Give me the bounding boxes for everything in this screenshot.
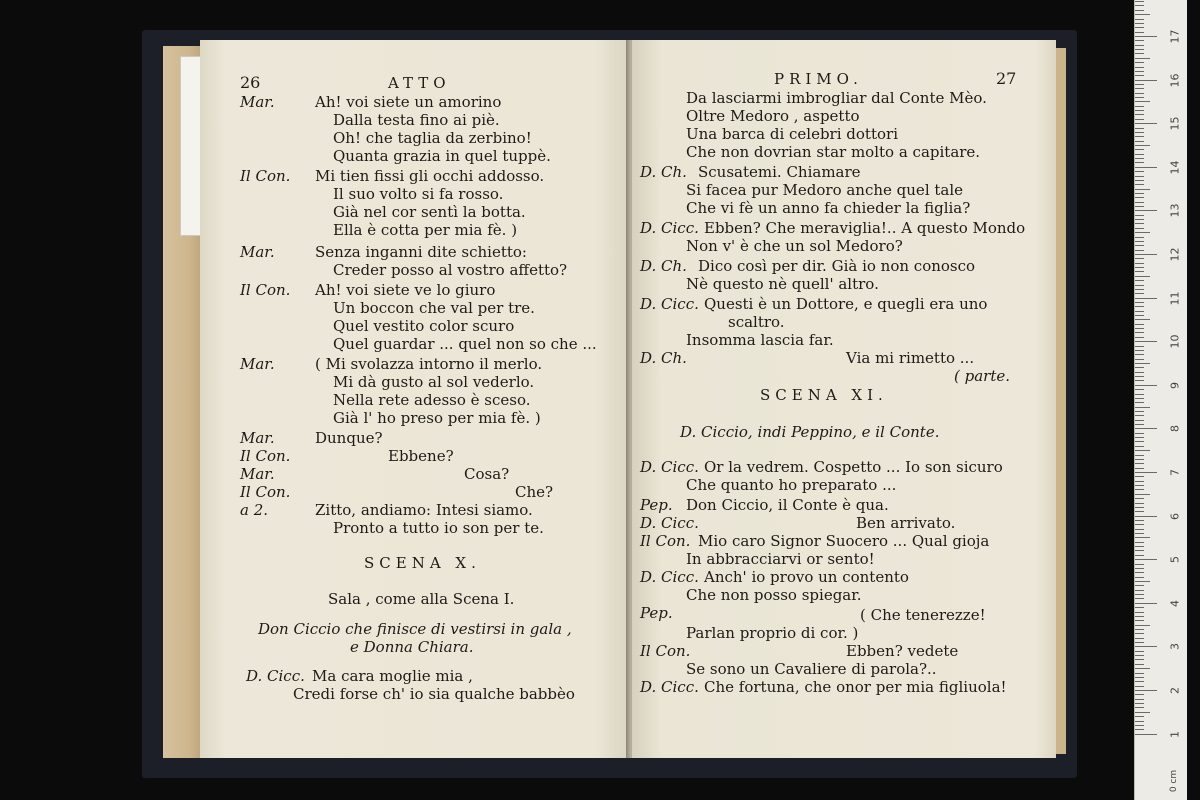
ruler-tick <box>1135 193 1144 194</box>
ruler-tick <box>1135 176 1144 177</box>
speaker-label: D. Cicc. <box>640 514 699 532</box>
ruler-tick <box>1135 424 1144 425</box>
verse-line: Oh! che taglia da zerbino! <box>333 129 532 147</box>
ruler-tick <box>1135 428 1157 429</box>
ruler-tick <box>1135 638 1144 639</box>
ruler-tick <box>1135 703 1144 704</box>
ruler-tick <box>1135 136 1144 137</box>
verse-line: Scusatemi. Chiamare <box>698 163 861 181</box>
verse-line: Che? <box>515 483 554 501</box>
ruler-tick <box>1135 659 1144 660</box>
verse-line: Creder posso al vostro affetto? <box>333 261 568 279</box>
ruler-tick <box>1135 529 1144 530</box>
verse-line: Già l' ho preso per mia fè. ) <box>333 409 541 427</box>
stage-direction: Don Ciccio che finisce di vestirsi in gala , <box>258 620 572 638</box>
ruler-tick <box>1135 411 1144 412</box>
ruler-tick <box>1135 23 1144 24</box>
speaker-label: Mar. <box>240 93 275 111</box>
speaker-label: D. Ch. <box>640 163 687 181</box>
ruler-number: 12 <box>1168 247 1182 262</box>
speaker-label: Il Con. <box>240 447 291 465</box>
ruler-tick <box>1135 511 1144 512</box>
ruler-tick <box>1135 380 1144 381</box>
ruler-tick <box>1135 633 1144 634</box>
ruler-tick <box>1135 341 1157 342</box>
verse-line: Che quanto ho preparato ... <box>686 476 897 494</box>
ruler-tick <box>1135 106 1144 107</box>
ruler-tick <box>1135 311 1144 312</box>
ruler-unit-label: 0 cm <box>1169 769 1180 793</box>
ruler-tick <box>1135 250 1144 251</box>
ruler-tick <box>1135 507 1144 508</box>
ruler-tick <box>1135 398 1144 399</box>
verse-line: Parlan proprio di cor. ) <box>686 624 859 642</box>
ruler-tick <box>1135 668 1150 669</box>
ruler-tick <box>1135 58 1150 59</box>
ruler-tick <box>1135 328 1144 329</box>
left-running-header: ATTO <box>388 74 451 92</box>
verse-line: Se sono un Cavaliere di parola?.. <box>686 660 937 678</box>
ruler-tick <box>1135 559 1157 560</box>
ruler-tick <box>1135 568 1144 569</box>
ruler-number: 14 <box>1168 160 1182 175</box>
verse-line: Ben arrivato. <box>856 514 956 532</box>
verse-line: Zitto, andiamo: Intesi siamo. <box>315 501 533 519</box>
verse-line: In abbracciarvi or sento! <box>686 550 875 568</box>
ruler-tick <box>1135 629 1144 630</box>
ruler-tick <box>1135 97 1144 98</box>
ruler-tick <box>1135 716 1144 717</box>
ruler-tick <box>1135 664 1144 665</box>
stage-direction: e Donna Chiara. <box>350 638 474 656</box>
ruler-tick <box>1135 581 1150 582</box>
ruler-tick <box>1135 62 1144 63</box>
verse-line: Anch' io provo un contento <box>704 568 909 586</box>
ruler-tick <box>1135 494 1150 495</box>
ruler-tick <box>1135 215 1144 216</box>
speaker-label: Mar. <box>240 465 275 483</box>
ruler-tick <box>1135 498 1144 499</box>
ruler-tick <box>1135 189 1150 190</box>
ruler-tick <box>1135 577 1144 578</box>
verse-line: Ah! voi siete un amorino <box>315 93 502 111</box>
ruler-tick <box>1135 289 1144 290</box>
ruler-tick <box>1135 71 1144 72</box>
ruler-number: 17 <box>1168 29 1182 44</box>
measuring-ruler <box>1134 0 1187 800</box>
verse-line: Che non posso spiegar. <box>686 586 862 604</box>
ruler-tick <box>1135 712 1150 713</box>
ruler-number: 13 <box>1168 203 1182 218</box>
ruler-tick <box>1135 245 1144 246</box>
speaker-label: D. Cicc. <box>640 458 699 476</box>
speaker-label: Mar. <box>240 243 275 261</box>
ruler-tick <box>1135 19 1144 20</box>
ruler-tick <box>1135 232 1150 233</box>
ruler-tick <box>1135 141 1144 142</box>
ruler-number: 10 <box>1168 334 1182 349</box>
ruler-tick <box>1135 36 1157 37</box>
ruler-tick <box>1135 241 1144 242</box>
verse-line: Nella rete adesso è sceso. <box>333 391 531 409</box>
verse-line: Da lasciarmi imbrogliar dal Conte Mèo. <box>686 89 987 107</box>
ruler-number: 11 <box>1168 291 1182 306</box>
scene-title: SCENA X. <box>364 554 481 572</box>
ruler-tick <box>1135 385 1157 386</box>
ruler-tick <box>1135 237 1144 238</box>
speaker-label: Il Con. <box>240 483 291 501</box>
speaker-label: D. Ch. <box>640 257 687 275</box>
ruler-tick <box>1135 206 1144 207</box>
ruler-tick <box>1135 271 1144 272</box>
ruler-tick <box>1135 154 1144 155</box>
ruler-tick <box>1135 446 1144 447</box>
ruler-tick <box>1135 162 1144 163</box>
verse-line: scaltro. <box>728 313 785 331</box>
ruler-tick <box>1135 485 1144 486</box>
verse-line: Quel vestito color scuro <box>333 317 515 335</box>
ruler-number: 2 <box>1168 687 1182 694</box>
ruler-tick <box>1135 729 1144 730</box>
left-page-number: 26 <box>240 73 261 92</box>
verse-line: Non v' è che un sol Medoro? <box>686 237 903 255</box>
ruler-tick <box>1135 564 1144 565</box>
ruler-tick <box>1135 694 1144 695</box>
ruler-tick <box>1135 263 1144 264</box>
ruler-number: 15 <box>1168 116 1182 131</box>
left-page <box>200 40 630 758</box>
verse-line: ( Che tenerezze! <box>860 606 986 624</box>
verse-line: Ah! voi siete ve lo giuro <box>315 281 496 299</box>
verse-line: Una barca di celebri dottori <box>686 125 898 143</box>
ruler-tick <box>1135 14 1150 15</box>
ruler-tick <box>1135 10 1144 11</box>
verse-line: Senza inganni dite schietto: <box>315 243 527 261</box>
ruler-tick <box>1135 167 1157 168</box>
ruler-tick <box>1135 459 1144 460</box>
speaker-label: D. Cicc. <box>640 678 699 696</box>
ruler-tick <box>1135 542 1144 543</box>
ruler-tick <box>1135 123 1157 124</box>
ruler-number: 5 <box>1168 556 1182 564</box>
verse-line: Don Ciccio, il Conte è qua. <box>686 496 889 514</box>
ruler-tick <box>1135 450 1150 451</box>
ruler-tick <box>1135 707 1144 708</box>
ruler-tick <box>1135 389 1144 390</box>
ruler-number: 16 <box>1168 73 1182 88</box>
verse-line: Mi tien fissi gli occhi addosso. <box>315 167 545 185</box>
ruler-tick <box>1135 280 1144 281</box>
ruler-tick <box>1135 267 1144 268</box>
ruler-tick <box>1135 673 1144 674</box>
ruler-tick <box>1135 503 1144 504</box>
ruler-number: 3 <box>1168 643 1182 651</box>
ruler-number: 9 <box>1168 381 1182 389</box>
verse-line: ( Mi svolazza intorno il merlo. <box>315 355 543 373</box>
ruler-tick <box>1135 420 1144 421</box>
verse-line: Ebben? vedete <box>846 642 959 660</box>
ruler-tick <box>1135 468 1144 469</box>
ruler-tick <box>1135 210 1157 211</box>
ruler-tick <box>1135 699 1144 700</box>
ruler-tick <box>1135 455 1144 456</box>
stage-exit: ( parte. <box>954 367 1011 385</box>
speaker-label: D. Cicc. <box>640 295 699 313</box>
ruler-tick <box>1135 285 1144 286</box>
ruler-tick <box>1135 114 1144 115</box>
ruler-tick <box>1135 472 1157 473</box>
ruler-tick <box>1135 202 1144 203</box>
verse-line: Dico così per dir. Già io non conosco <box>698 257 976 275</box>
ruler-tick <box>1135 149 1144 150</box>
ruler-tick <box>1135 158 1144 159</box>
ruler-tick <box>1135 332 1144 333</box>
ruler-tick <box>1135 315 1144 316</box>
verse-line: Quel guardar ... quel non so che ... <box>333 335 597 353</box>
verse-line: Il suo volto si fa rosso. <box>333 185 504 203</box>
scene-setting: Sala , come alla Scena I. <box>328 590 515 608</box>
ruler-tick <box>1135 45 1144 46</box>
ruler-tick <box>1135 603 1157 604</box>
scene-title: SCENA XI. <box>760 386 888 404</box>
speaker-label: Il Con. <box>240 167 291 185</box>
ruler-tick <box>1135 625 1150 626</box>
ruler-tick <box>1135 88 1144 89</box>
verse-line: Ebben? Che meraviglia!.. A questo Mondo <box>704 219 1026 237</box>
ruler-tick <box>1135 5 1144 6</box>
verse-line: Dunque? <box>315 429 383 447</box>
ruler-tick <box>1135 184 1144 185</box>
ruler-tick <box>1135 642 1144 643</box>
ruler-tick <box>1135 524 1144 525</box>
ruler-tick <box>1135 537 1150 538</box>
ruler-number: 1 <box>1168 730 1182 738</box>
ruler-tick <box>1135 67 1144 68</box>
ruler-tick <box>1135 407 1150 408</box>
ruler-tick <box>1135 677 1144 678</box>
ruler-tick <box>1135 363 1150 364</box>
ruler-tick <box>1135 53 1144 54</box>
ruler-number: 7 <box>1168 469 1182 476</box>
verse-line: Insomma lascia far. <box>686 331 834 349</box>
ruler-tick <box>1135 319 1150 320</box>
ruler-tick <box>1135 359 1144 360</box>
verse-line: Mi dà gusto al sol vederlo. <box>333 373 535 391</box>
ruler-tick <box>1135 306 1144 307</box>
ruler-tick <box>1135 228 1144 229</box>
ruler-tick <box>1135 324 1144 325</box>
ruler-tick <box>1135 84 1144 85</box>
ruler-tick <box>1135 219 1144 220</box>
ruler-tick <box>1135 276 1150 277</box>
ruler-tick <box>1135 725 1144 726</box>
ruler-tick <box>1135 734 1157 735</box>
ruler-tick <box>1135 481 1144 482</box>
ruler-tick <box>1135 550 1144 551</box>
ruler-tick <box>1135 145 1150 146</box>
ruler-tick <box>1135 690 1157 691</box>
ruler-tick <box>1135 402 1144 403</box>
speaker-label: Mar. <box>240 429 275 447</box>
verse-line: Che vi fè un anno fa chieder la figlia? <box>686 199 971 217</box>
ruler-tick <box>1135 93 1144 94</box>
verse-line: Si facea pur Medoro anche quel tale <box>686 181 964 199</box>
speaker-label: Pep. <box>640 496 673 514</box>
ruler-tick <box>1135 258 1144 259</box>
speaker-label: Pep. <box>640 604 673 622</box>
ruler-tick <box>1135 646 1157 647</box>
ruler-tick <box>1135 128 1144 129</box>
ruler-tick <box>1135 293 1144 294</box>
ruler-tick <box>1135 441 1144 442</box>
ruler-tick <box>1135 254 1157 255</box>
verse-line: Quanta grazia in quel tuppè. <box>333 147 551 165</box>
ruler-tick <box>1135 75 1144 76</box>
verse-line: Che fortuna, che onor per mia figliuola! <box>704 678 1007 696</box>
speaker-label: Mar. <box>240 355 275 373</box>
verse-line: Via mi rimetto ... <box>846 349 975 367</box>
ruler-tick <box>1135 302 1144 303</box>
verse-line: Dalla testa fino ai piè. <box>333 111 500 129</box>
ruler-tick <box>1135 686 1144 687</box>
speaker-label: D. Cicc. <box>246 667 305 685</box>
ruler-number: 6 <box>1168 512 1182 520</box>
ruler-tick <box>1135 555 1144 556</box>
ruler-tick <box>1135 40 1144 41</box>
ruler-tick <box>1135 489 1144 490</box>
ruler-tick <box>1135 110 1144 111</box>
ruler-tick <box>1135 132 1144 133</box>
ruler-tick <box>1135 437 1144 438</box>
ruler-tick <box>1135 585 1144 586</box>
ruler-tick <box>1135 520 1144 521</box>
speaker-label: Il Con. <box>640 642 691 660</box>
ruler-tick <box>1135 572 1144 573</box>
ruler-tick <box>1135 354 1144 355</box>
verse-line: Pronto a tutto io son per te. <box>333 519 544 537</box>
ruler-tick <box>1135 463 1144 464</box>
ruler-tick <box>1135 721 1144 722</box>
verse-line: Oltre Medoro , aspetto <box>686 107 860 125</box>
verse-line: Ella è cotta per mia fè. ) <box>333 221 518 239</box>
speaker-label: D. Cicc. <box>640 568 699 586</box>
ruler-tick <box>1135 376 1144 377</box>
speaker-label: Il Con. <box>640 532 691 550</box>
ruler-tick <box>1135 223 1144 224</box>
verse-line: Questi è un Dottore, e quegli era uno <box>704 295 988 313</box>
ruler-tick <box>1135 1 1144 2</box>
speaker-label: a 2. <box>240 501 269 519</box>
ruler-tick <box>1135 197 1144 198</box>
speaker-label: D. Ch. <box>640 349 687 367</box>
verse-line: Or la vedrem. Cospetto ... Io son sicuro <box>704 458 1003 476</box>
ruler-tick <box>1135 32 1144 33</box>
ruler-tick <box>1135 598 1144 599</box>
ruler-tick <box>1135 367 1144 368</box>
ruler-tick <box>1135 101 1150 102</box>
right-page <box>632 40 1056 758</box>
ruler-tick <box>1135 49 1144 50</box>
ruler-tick <box>1135 171 1144 172</box>
ruler-tick <box>1135 612 1144 613</box>
ruler-tick <box>1135 394 1144 395</box>
ruler-number: 4 <box>1168 599 1182 607</box>
ruler-tick <box>1135 655 1144 656</box>
ruler-tick <box>1135 594 1144 595</box>
ruler-number: 8 <box>1168 425 1182 433</box>
stage-direction: D. Ciccio, indi Peppino, e il Conte. <box>680 423 940 441</box>
ruler-tick <box>1135 607 1144 608</box>
verse-line: Che non dovrian star molto a capitare. <box>686 143 981 161</box>
ruler-tick <box>1135 27 1144 28</box>
ruler-tick <box>1135 337 1144 338</box>
right-running-header: PRIMO. <box>774 70 863 88</box>
ruler-tick <box>1135 350 1144 351</box>
ruler-tick <box>1135 590 1144 591</box>
ruler-tick <box>1135 546 1144 547</box>
verse-line: Ma cara moglie mia , <box>312 667 473 685</box>
ruler-tick <box>1135 180 1144 181</box>
ruler-tick <box>1135 651 1144 652</box>
ruler-tick <box>1135 415 1144 416</box>
ruler-tick <box>1135 433 1144 434</box>
verse-line: Credi forse ch' io sia qualche babbèo <box>293 685 575 703</box>
verse-line: Ebbene? <box>388 447 454 465</box>
right-page-number: 27 <box>996 69 1017 88</box>
ruler-tick <box>1135 533 1144 534</box>
verse-line: Nè questo nè quell' altro. <box>686 275 879 293</box>
speaker-label: D. Cicc. <box>640 219 699 237</box>
speaker-label: Il Con. <box>240 281 291 299</box>
ruler-tick <box>1135 516 1157 517</box>
ruler-tick <box>1135 620 1144 621</box>
verse-line: Già nel cor sentì la botta. <box>333 203 526 221</box>
verse-line: Un boccon che val per tre. <box>333 299 535 317</box>
ruler-tick <box>1135 372 1144 373</box>
ruler-tick <box>1135 616 1144 617</box>
ruler-tick <box>1135 80 1157 81</box>
ruler-tick <box>1135 681 1144 682</box>
ruler-tick <box>1135 298 1157 299</box>
ruler-tick <box>1135 476 1144 477</box>
ruler-tick <box>1135 119 1144 120</box>
ruler-tick <box>1135 346 1144 347</box>
verse-line: Mio caro Signor Suocero ... Qual gioja <box>698 532 990 550</box>
verse-line: Cosa? <box>464 465 510 483</box>
